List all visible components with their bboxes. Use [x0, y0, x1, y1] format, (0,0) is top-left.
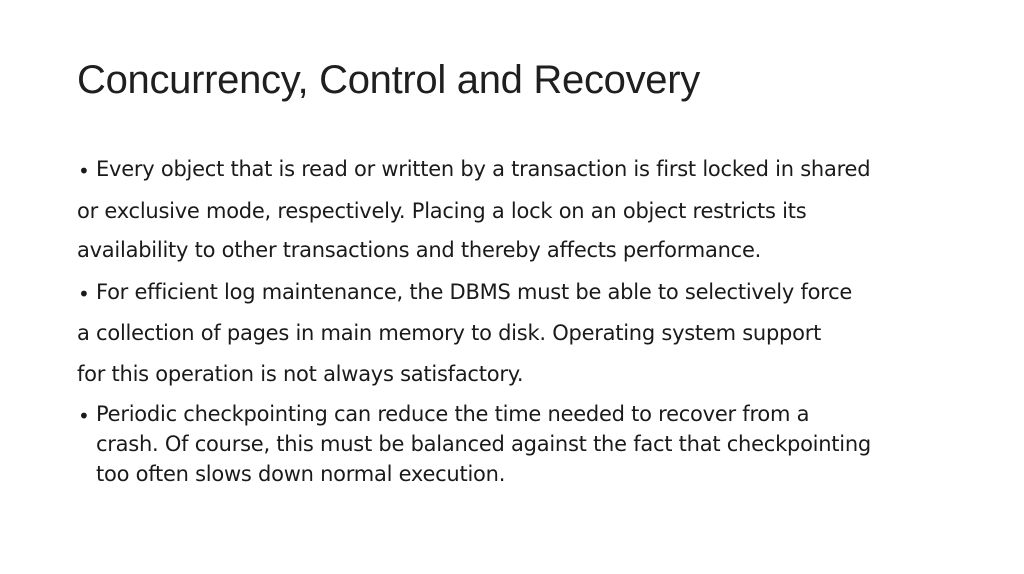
- bullet-3-line-3: too often slows down normal execution.: [96, 462, 506, 486]
- bullet-3-line-1: Periodic checkpointing can reduce the time needed to recover from a: [96, 402, 810, 426]
- bullet-marker: •: [78, 404, 90, 428]
- slide-title: Concurrency, Control and Recovery: [77, 58, 700, 102]
- bullet-2-line-2: a collection of pages in main memory to disk. Operating system support: [77, 321, 822, 345]
- bullet-2-line-3: for this operation is not always satisfactory.: [77, 362, 524, 386]
- bullet-1-line-1: Every object that is read or written by a transaction is first locked in shared: [96, 157, 871, 181]
- bullet-3-line-2: crash. Of course, this must be balanced against the fact that checkpointing: [96, 432, 872, 456]
- bullet-marker: •: [78, 159, 90, 183]
- bullet-1-line-3: availability to other transactions and thereby affects performance.: [77, 238, 762, 262]
- bullet-marker: •: [78, 282, 90, 306]
- bullet-2-line-1: For efficient log maintenance, the DBMS must be able to selectively force: [96, 280, 853, 304]
- bullet-1-line-2: or exclusive mode, respectively. Placing a lock on an object restricts its: [77, 199, 807, 223]
